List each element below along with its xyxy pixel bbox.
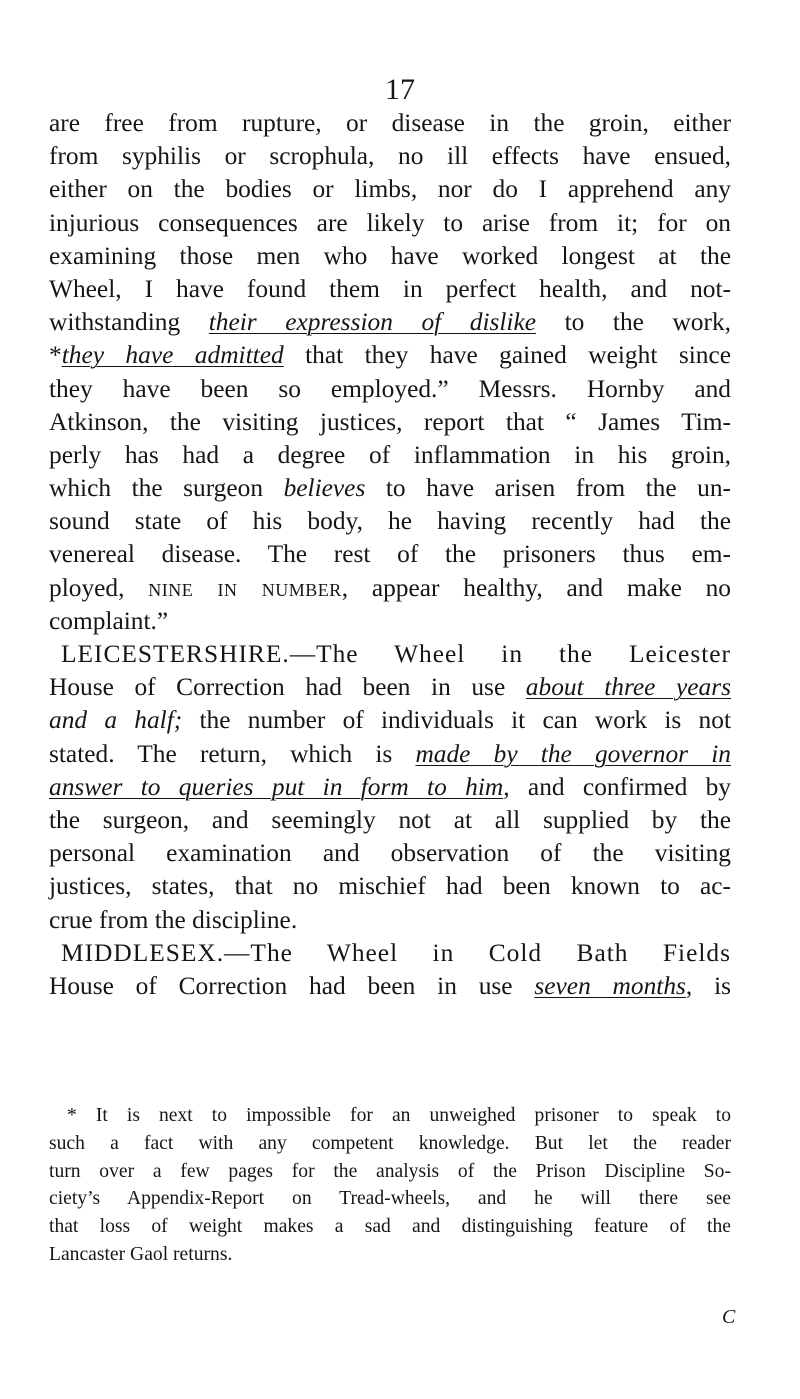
footnote-line: ciety’s Appendix-Report on Tread-wheels, and he will there see (49, 1188, 731, 1210)
text-line (49, 339, 731, 372)
text-line (49, 738, 731, 771)
text-line: personal examination and observation of the visiting (49, 839, 731, 868)
text-line: the surgeon, and seemingly not at all supplied by the (49, 805, 731, 834)
footnote-line: turn over a few pages for the analysis of the Prison Discipline So- (49, 1160, 731, 1182)
footnote-line: Lancaster Gaol returns. (49, 1243, 233, 1265)
text-line (49, 970, 731, 1003)
text-run: , and confirmed by (503, 772, 731, 801)
text-line: venereal disease. The rest of the prisoners thus em- (49, 540, 731, 569)
text-line: are free from rupture, or disease in the groin, either (49, 109, 731, 137)
text-line: crue from the discipline. (49, 905, 298, 934)
emphasized-text: seven months (534, 971, 686, 1000)
footnote-line: such a fact with any competent knowledge. But let the reader (49, 1132, 731, 1154)
text-line: perly has had a degree of inflammation in his groin, (49, 440, 731, 469)
text-run: House of Correction had been in use (49, 971, 535, 1000)
text-line: examining those men who have worked longest at the (49, 241, 731, 270)
text-run: withstanding (49, 308, 209, 337)
text-run: the number of individuals it can work is not (182, 706, 732, 735)
signature-mark: C (722, 1306, 736, 1328)
text-line: Atkinson, the visiting justices, report that “ James Tim- (49, 407, 731, 436)
text-line: justices, states, that no mischief had been known to ac- (49, 872, 731, 901)
text-line: either on the bodies or limbs, nor do I apprehend any (49, 175, 731, 204)
text-line (49, 671, 731, 704)
body-text (49, 107, 731, 1003)
text-line: complaint.” (49, 606, 169, 635)
page-number: 17 (385, 73, 415, 106)
text-run: stated. The return, which is (49, 739, 416, 768)
emphasized-text: their expression of dislike (208, 308, 537, 337)
text-line (49, 472, 731, 505)
text-run: House of Correction had been in use (49, 673, 526, 702)
footnote-line: * It is next to impossible for an unweighed prisoner to speak to (67, 1105, 731, 1126)
text-run: that they have gained weight since (283, 341, 731, 370)
emphasized-text: made by the governor in (415, 739, 731, 768)
text-line: from syphilis or scrophula, no ill effects have ensued, (49, 142, 731, 171)
text-line: they have been so employed.” Messrs. Hornby and (49, 374, 731, 403)
text-run: ployed, (49, 573, 149, 602)
emphasized-text: believes (283, 474, 366, 503)
text-line (49, 306, 731, 339)
text-run: to have arisen from the un- (365, 474, 731, 503)
footnote-marker: * (49, 341, 62, 370)
text-line: sound state of his body, he having recently had the (49, 507, 731, 536)
footnote-line: that loss of weight makes a sad and distinguishing feature of the (49, 1216, 731, 1238)
text-run: which the surgeon (49, 474, 284, 503)
emphasized-text: about three years (525, 673, 731, 702)
text-line (49, 572, 731, 605)
emphasized-text: they have admitted (61, 341, 284, 370)
text-line: injurious consequences are likely to arise from it; for on (49, 208, 731, 237)
section-heading-line: MIDDLESEX.—The Wheel in Cold Bath Fields (61, 938, 731, 967)
text-run: , appear healthy, and make no (341, 573, 731, 602)
footnote (49, 1102, 731, 1269)
small-caps-text: nine in number (148, 573, 342, 602)
text-run: to the work, (536, 308, 731, 337)
section-heading-line: LEICESTERSHIRE.—The Wheel in the Leicester (61, 640, 731, 668)
emphasized-text: and a half; (49, 706, 183, 735)
text-line (49, 704, 731, 737)
text-line: Wheel, I have found them in perfect health, and not- (49, 274, 731, 303)
text-line (49, 771, 731, 804)
emphasized-text: answer to queries put in form to him (49, 772, 504, 801)
text-run: , is (685, 971, 732, 1000)
